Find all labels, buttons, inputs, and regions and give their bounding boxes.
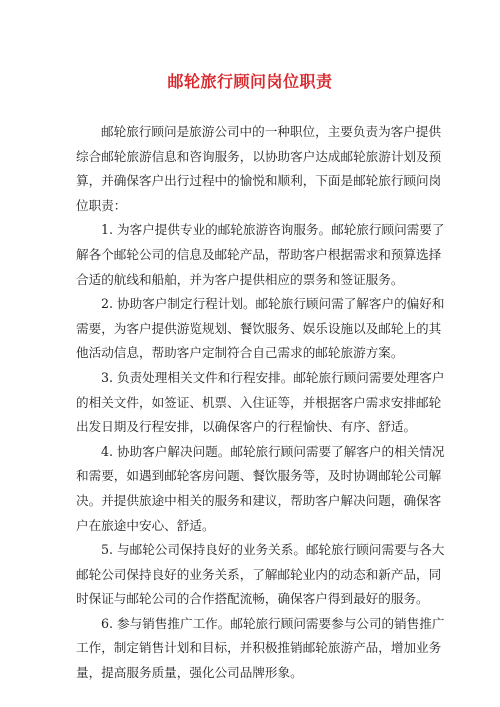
paragraph-line: 他活动信息，帮助客户定制符合自己需求的邮轮旅游方案。 — [76, 345, 404, 361]
paragraph-line: 算，并确保客户出行过程中的愉悦和顺利，下面是邮轮旅行顾问岗 — [76, 173, 442, 189]
document-body — [76, 120, 445, 686]
paragraph-line: 时保证与邮轮公司的合作搭配流畅，确保客户得到最好的服务。 — [76, 591, 429, 607]
paragraph-line: 的相关文件，如签证、机票、入住证等，并根据客户需求安排邮轮 — [76, 394, 442, 410]
paragraph-line: 解各个邮轮公司的信息及邮轮产品，帮助客户根据需求和预算选择 — [76, 246, 442, 262]
paragraph-duty-2 — [76, 292, 445, 366]
paragraph-line: 决。并提供旅途中相关的服务和建议，帮助客户解决问题，确保客 — [76, 492, 442, 508]
paragraph-line: 需要，为客户提供游览规划、餐饮服务、娱乐设施以及邮轮上的其 — [76, 320, 442, 336]
paragraph-line: 4. 协助客户解决问题。邮轮旅行顾问需要了解客户的相关情况 — [101, 443, 445, 459]
paragraph-duty-6 — [76, 612, 445, 686]
paragraph-line: 工作，制定销售计划和目标，并积极推销邮轮旅游产品，增加业务 — [76, 640, 442, 656]
document-title: 邮轮旅行顾问岗位职责 — [167, 72, 333, 91]
paragraph-line: 5. 与邮轮公司保持良好的业务关系。邮轮旅行顾问需要与各大 — [101, 542, 445, 558]
paragraph-line: 6. 参与销售推广工作。邮轮旅行顾问需要参与公司的销售推广 — [101, 615, 445, 631]
paragraph-line: 综合邮轮旅游信息和咨询服务，以协助客户达成邮轮旅游计划及预 — [76, 148, 442, 164]
paragraph-line: 出发日期及行程安排，以确保客户的行程愉快、有序、舒适。 — [76, 419, 417, 435]
paragraph-line: 邮轮公司保持良好的业务关系，了解邮轮业内的动态和新产品，同 — [76, 566, 442, 582]
paragraph-duty-5 — [76, 538, 445, 612]
paragraph-duty-1 — [76, 218, 445, 292]
paragraph-duty-4 — [76, 440, 445, 538]
paragraph-line: 3. 负责处理相关文件和行程安排。邮轮旅行顾问需要处理客户 — [101, 369, 445, 385]
paragraph-line: 合适的航线和船舶，并为客户提供相应的票务和签证服务。 — [76, 271, 404, 287]
paragraph-line: 量，提高服务质量，强化公司品牌形象。 — [76, 665, 303, 681]
paragraph-line: 和需要，如遇到邮轮客房问题、餐饮服务等，及时协调邮轮公司解 — [76, 468, 442, 484]
paragraph-line: 位职责： — [76, 197, 127, 213]
paragraph-line: 户在旅途中安心、舒适。 — [76, 517, 215, 533]
paragraph-line: 2. 协助客户制定行程计划。邮轮旅行顾问需了解客户的偏好和 — [101, 296, 445, 312]
paragraph-line: 1. 为客户提供专业的邮轮旅游咨询服务。邮轮旅行顾问需要了 — [101, 222, 445, 238]
paragraph-line: 邮轮旅行顾问是旅游公司中的一种职位，主要负责为客户提供 — [101, 124, 442, 139]
paragraph-duty-3 — [76, 366, 445, 440]
paragraph-intro — [76, 120, 442, 218]
